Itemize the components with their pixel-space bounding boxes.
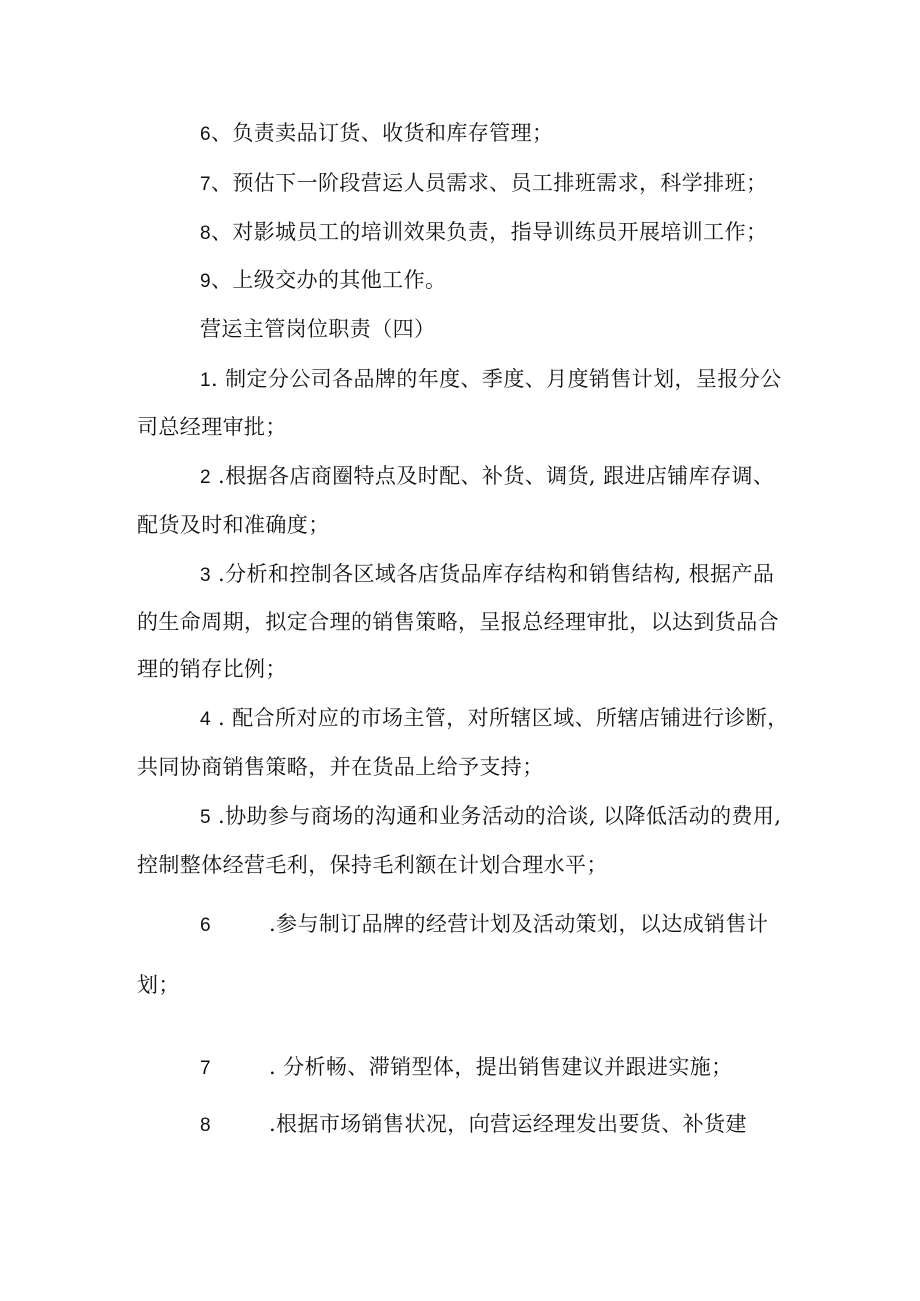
item-text: 、预估下一阶段营运人员需求、员工排班需求，科学排班； bbox=[210, 171, 768, 195]
paragraph-1-line-2: 司总经理审批； bbox=[137, 415, 287, 439]
paragraph-5-line-1 bbox=[200, 801, 781, 833]
paragraph-1-line-1 bbox=[200, 364, 782, 396]
item-text: . 制定分公司各品牌的年度、季度、月度销售计划，呈报分公 bbox=[210, 367, 782, 391]
item-number: 4 bbox=[200, 709, 211, 730]
item-text: 、负责卖品订货、收货和库存管理； bbox=[210, 121, 554, 145]
list-item-6 bbox=[200, 118, 553, 150]
item-text: .根据市场销售状况，向营运经理发出要货、补货建 bbox=[268, 1112, 747, 1136]
item-text: .分析和控制各区域各店货品库存结构和销售结构, 根据产品 bbox=[210, 562, 775, 586]
item-number: 1 bbox=[200, 370, 211, 391]
paragraph-2-line-1 bbox=[200, 461, 774, 493]
item-number: 3 bbox=[200, 565, 211, 586]
list-item-9 bbox=[200, 265, 446, 297]
item-text: .协助参与商场的沟通和业务活动的洽谈, 以降低活动的费用, bbox=[210, 804, 782, 828]
item-number: 8 bbox=[200, 223, 211, 244]
item-text: . 分析畅、滞销型体，提出销售建议并跟进实施； bbox=[268, 1055, 733, 1079]
item-text: . 配合所对应的市场主管，对所辖区域、所辖店铺进行诊断， bbox=[210, 706, 789, 730]
paragraph-4-line-2: 共同协商销售策略，并在货品上给予支持； bbox=[137, 755, 544, 779]
paragraph-5-line-2: 控制整体经营毛利，保持毛利额在计划合理水平； bbox=[137, 853, 608, 877]
item-text: .根据各店商圈特点及时配、补货、调货, 跟进店铺库存调、 bbox=[210, 464, 775, 488]
paragraph-6-line-1 bbox=[200, 909, 768, 941]
item-number: 8 bbox=[200, 1115, 211, 1136]
paragraph-3-line-3: 理的销存比例； bbox=[137, 657, 287, 681]
paragraph-2-line-2: 配货及时和准确度； bbox=[137, 513, 330, 537]
paragraph-3-line-1 bbox=[200, 559, 774, 591]
list-item-8 bbox=[200, 217, 767, 249]
item-number: 9 bbox=[200, 271, 211, 292]
item-text: 、对影城员工的培训效果负责，指导训练员开展培训工作； bbox=[210, 220, 768, 244]
paragraph-3-line-2: 的生命周期，拟定合理的销售策略，呈报总经理审批，以达到货品合 bbox=[137, 610, 779, 634]
item-number: 6 bbox=[200, 915, 211, 936]
item-text: .参与制订品牌的经营计划及活动策划，以达成销售计 bbox=[268, 912, 769, 936]
item-number: 7 bbox=[200, 174, 211, 195]
item-number: 2 bbox=[200, 467, 211, 488]
item-number: 7 bbox=[200, 1058, 211, 1079]
item-text: 、上级交办的其他工作。 bbox=[210, 268, 447, 292]
paragraph-4-line-1 bbox=[200, 703, 789, 735]
paragraph-8-line-1 bbox=[200, 1109, 747, 1141]
list-item-7 bbox=[200, 168, 767, 200]
paragraph-7-line-1 bbox=[200, 1052, 733, 1084]
section-heading: 营运主管岗位职责（四） bbox=[200, 317, 436, 341]
paragraph-6-line-2: 划； bbox=[137, 973, 180, 997]
item-number: 6 bbox=[200, 124, 211, 145]
item-number: 5 bbox=[200, 807, 211, 828]
